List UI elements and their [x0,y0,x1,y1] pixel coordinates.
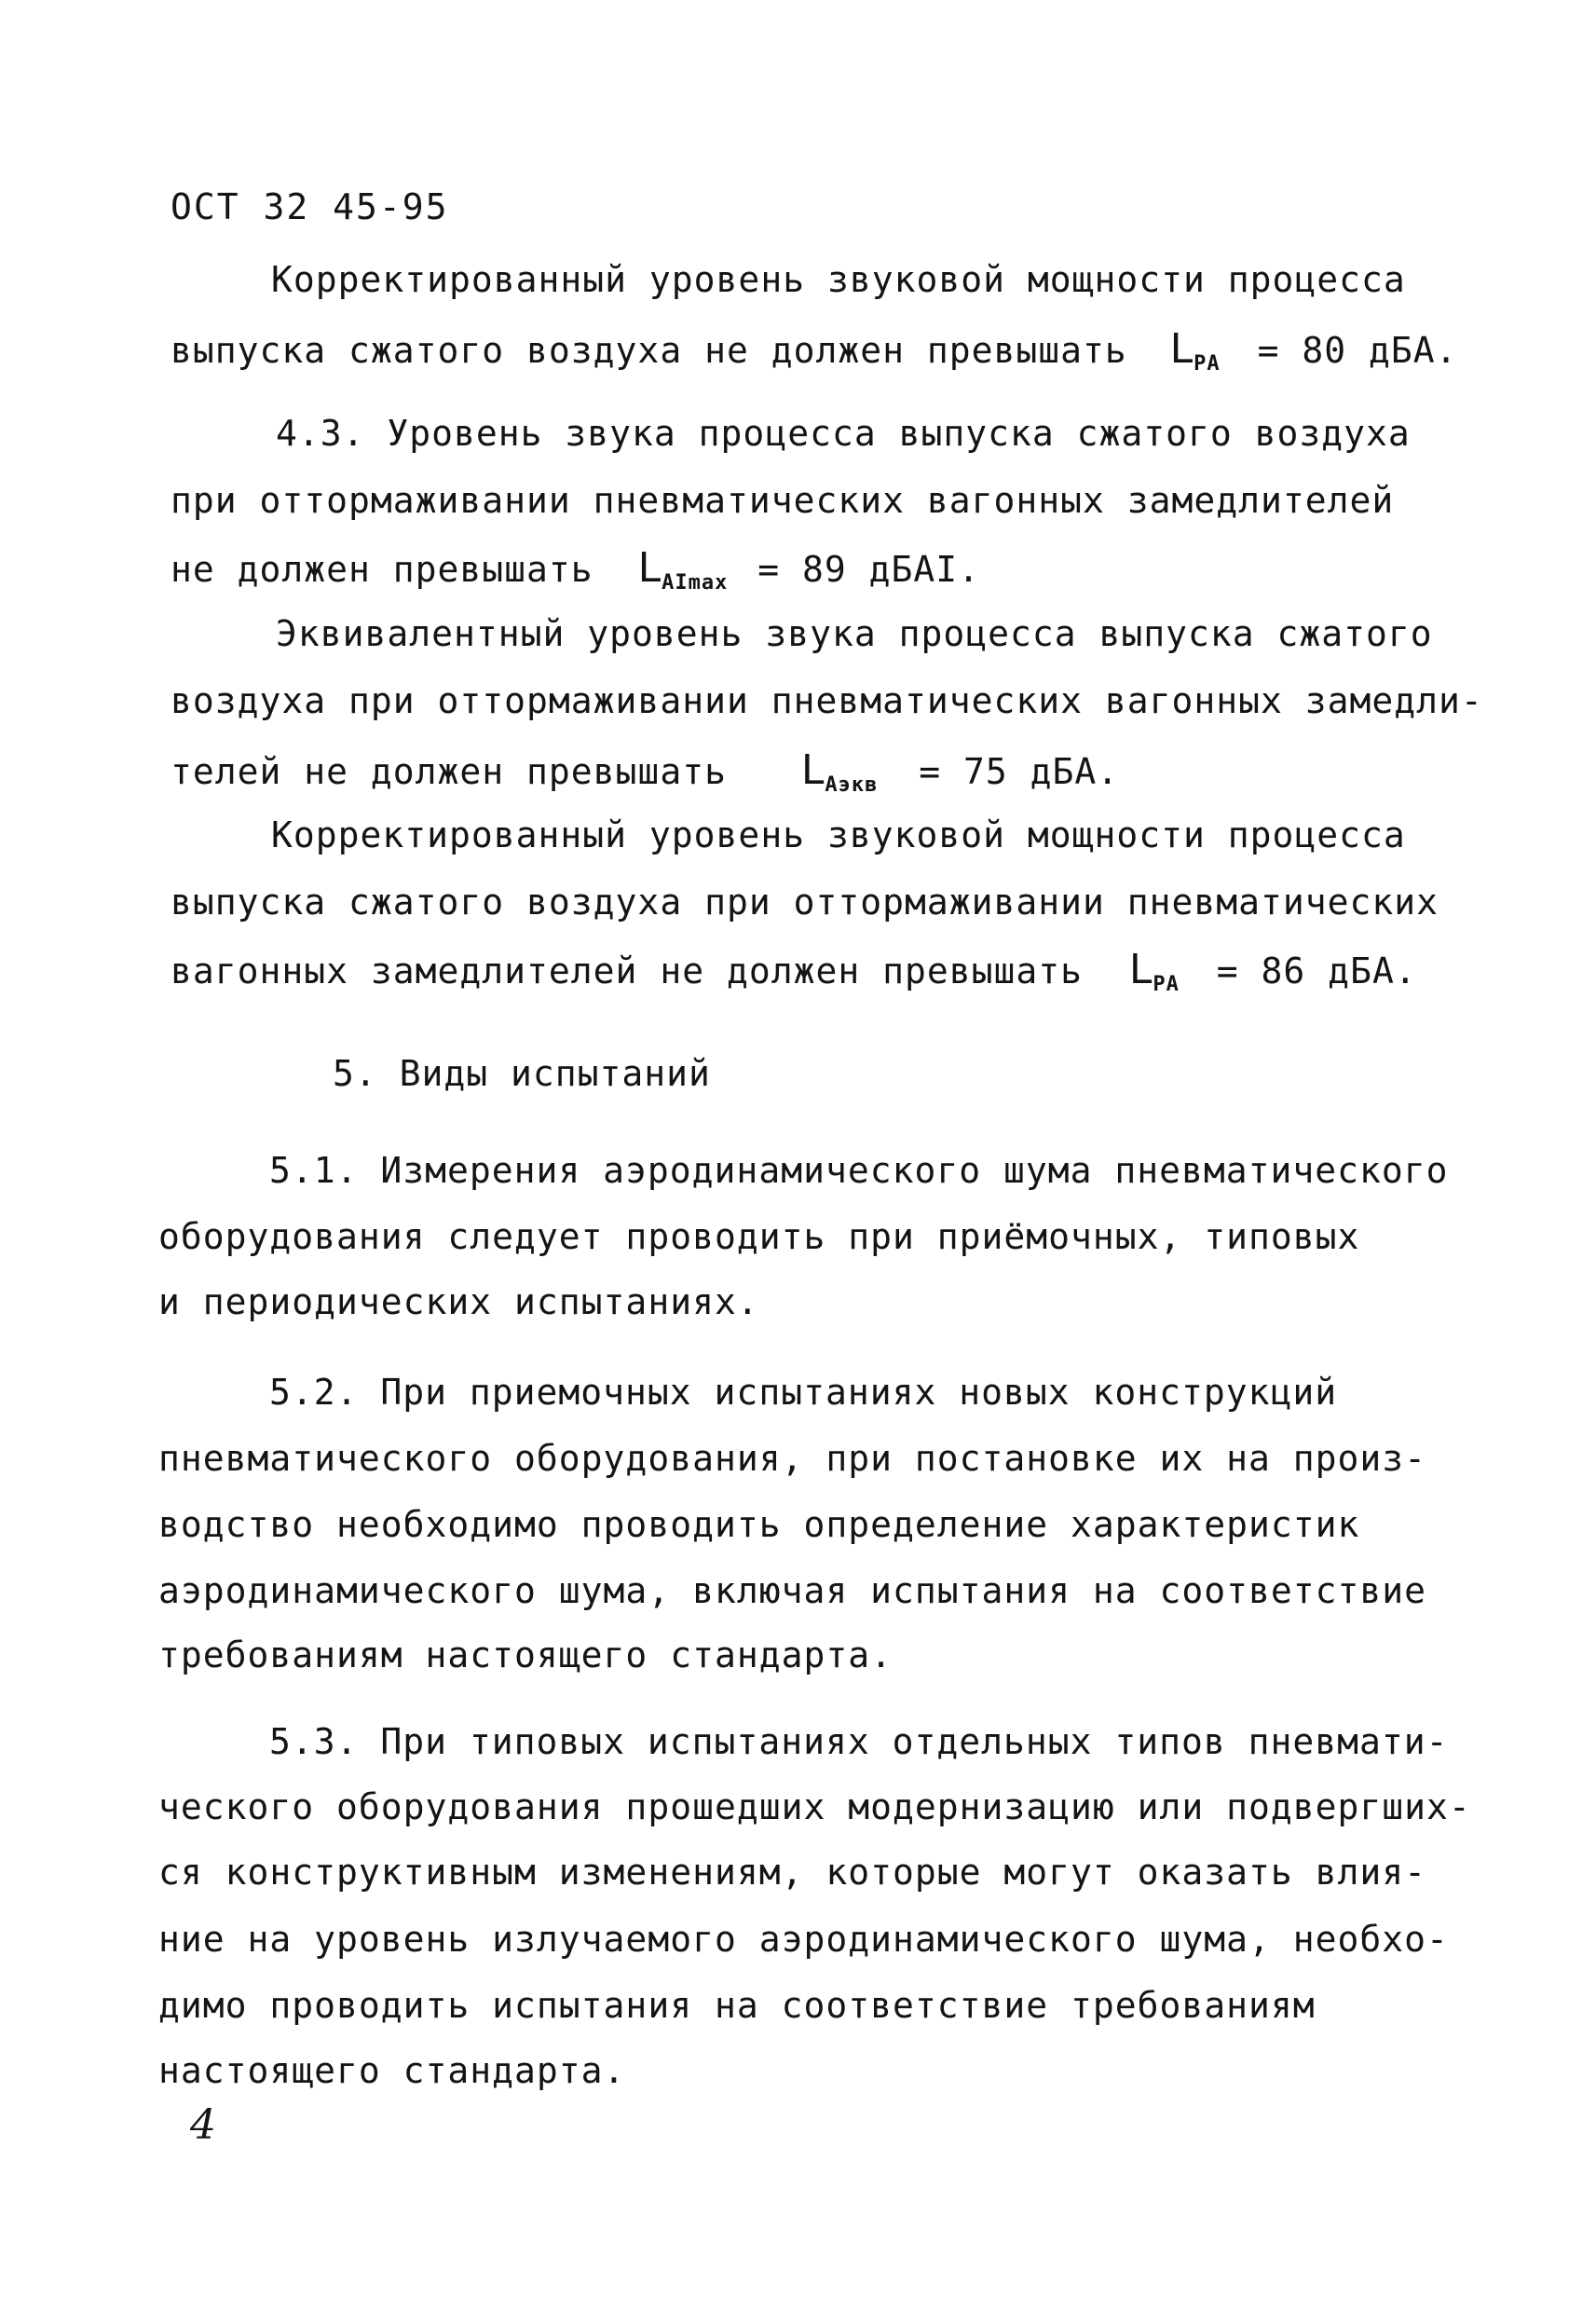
paragraph-line: 5.1. Измерения аэродинамического шума пневматического [269,1150,1449,1191]
paragraph-line [171,544,980,595]
paragraph-line: аэродинамического шума, включая испытания на соответствие [158,1570,1427,1611]
equivalent-level-symbol: $L_{Aэкв}$ [800,746,879,797]
paragraph-line: димо проводить испытания на соответствие требованиям [158,1985,1316,2026]
paragraph-line: Эквивалентный уровень звука процесса выпуска сжатого [276,613,1433,654]
paragraph-line: ся конструктивным изменениям, которые могут оказать влия- [158,1852,1427,1893]
paragraph-line: Корректированный уровень звуковой мощности процесса [271,814,1406,855]
paragraph-line: требованиям настоящего стандарта. [158,1634,893,1675]
paragraph-line [171,325,1458,376]
paragraph-line: ние на уровень излучаемого аэродинамического шума, необхо- [158,1919,1449,1960]
paragraph-text: телей не должен превышать [171,751,727,792]
paragraph-text: выпуска сжатого воздуха не должен превышать [171,330,1127,371]
document-code: ОСТ 32 45-95 [171,186,449,227]
paragraph-text: вагонных замедлителей не должен превышать [171,950,1083,991]
paragraph-line: Корректированный уровень звуковой мощности процесса [271,259,1406,300]
paragraph-line: водство необходимо проводить определение характеристик [158,1504,1360,1545]
paragraph-line: 4.3. Уровень звука процесса выпуска сжатого воздуха [276,413,1411,454]
limit-value: = 86 дБА. [1216,950,1417,991]
paragraph-line: ческого оборудования прошедших модернизацию или подвергших- [158,1786,1471,1827]
paragraph-line: воздуха при оттормаживании пневматических вагонных замедли- [171,680,1483,721]
page-number: 4 [190,2101,216,2149]
limit-value: = 89 дБАI. [757,549,980,590]
paragraph-line [171,946,1417,996]
paragraph-line: выпуска сжатого воздуха при оттормаживании пневматических [171,882,1439,923]
sound-power-symbol: $L_{PA}$ [1169,325,1221,376]
sound-power-symbol: $L_{PA}$ [1128,946,1180,996]
paragraph-line: пневматического оборудования, при постановке их на произ- [158,1438,1427,1479]
paragraph-line: 5.3. При типовых испытаниях отдельных типов пневмати- [269,1721,1449,1762]
paragraph-line: при оттормаживании пневматических вагонных замедлителей [171,480,1395,521]
paragraph-line: настоящего стандарта. [158,2050,626,2091]
paragraph-text: не должен превышать [171,549,593,590]
limit-value: = 75 дБА. [919,751,1120,792]
paragraph-line: и периодических испытаниях. [158,1281,759,1322]
sound-level-symbol: $L_{AImax}$ [637,544,729,595]
limit-value: = 80 дБА. [1257,330,1458,371]
paragraph-line [171,746,1120,797]
paragraph-line: 5.2. При приемочных испытаниях новых конструкций [269,1372,1338,1413]
paragraph-line: оборудования следует проводить при приёмочных, типовых [158,1216,1360,1257]
section-heading: 5. Виды испытаний [333,1053,711,1094]
